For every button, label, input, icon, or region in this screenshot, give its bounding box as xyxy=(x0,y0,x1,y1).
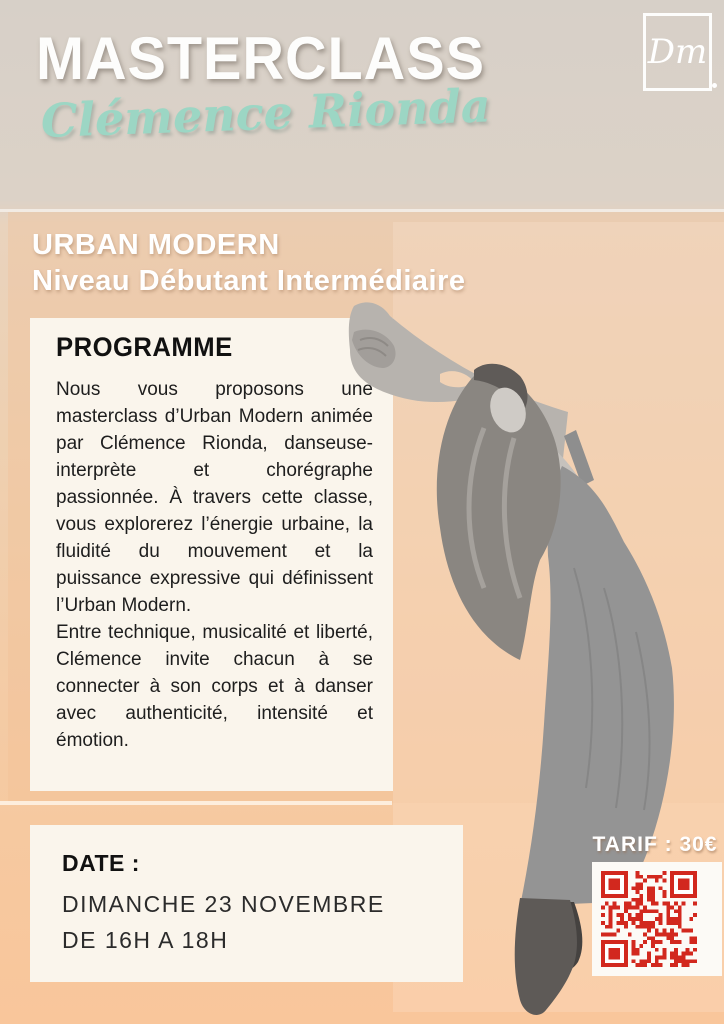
level-heading: Niveau Débutant Intermédiaire xyxy=(32,265,466,297)
dm-logo xyxy=(643,13,712,91)
top-divider xyxy=(0,209,724,212)
dm-logo-mark: Dm xyxy=(647,32,708,72)
date-time: DE 16H A 18H xyxy=(62,927,229,953)
dancer-front-foot xyxy=(515,898,577,1015)
artist-name: Clémence Rionda xyxy=(40,78,492,148)
qr-box xyxy=(592,862,722,976)
dm-logo-dot-icon xyxy=(712,83,717,88)
style-heading: URBAN MODERN xyxy=(32,229,280,261)
programme-paragraph: Entre technique, musicalité et liberté, Clémence invite chacun à se connecter à son corps et à danser avec authenticité, intensité et émotion. xyxy=(56,622,373,751)
date-day: DIMANCHE 23 NOVEMBRE xyxy=(62,891,385,917)
poster-title: MASTERCLASS xyxy=(36,25,485,92)
programme-heading: PROGRAMME xyxy=(56,332,233,362)
programme-paragraph: Nous vous proposons une masterclass d’Urban Modern animée par Clémence Rionda, danseuse-interprète et chorégraphe passionnée. À travers cette classe, vous explorerez l’énergie urbaine, la fluidité du mouvement et la puissance expressive qui définissent l’Urban Modern. xyxy=(56,379,373,616)
qr-code xyxy=(601,871,697,967)
tarif-label: TARIF : 30€ xyxy=(592,833,718,856)
date-heading: DATE : xyxy=(62,850,140,876)
